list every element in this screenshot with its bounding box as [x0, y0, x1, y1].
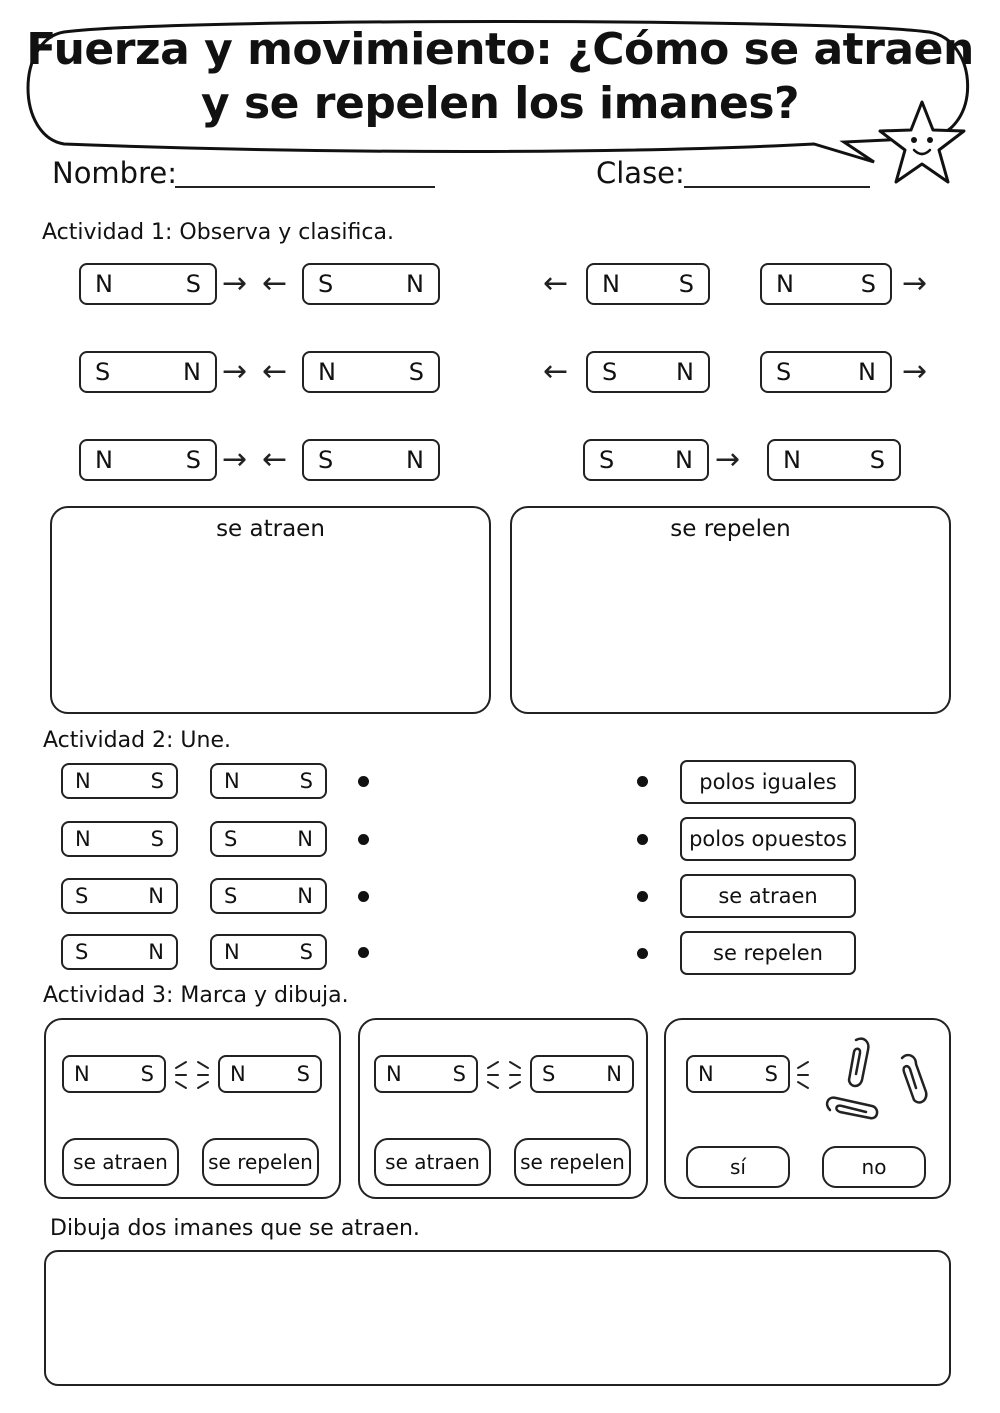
magnet — [210, 763, 327, 799]
pole-label: S — [185, 446, 201, 474]
pole-label: S — [150, 827, 164, 851]
option-se-repelen[interactable]: se repelen — [680, 931, 856, 975]
pole-label: N — [297, 884, 313, 908]
magnet — [583, 439, 709, 481]
activity-3-panel-2 — [358, 1018, 648, 1199]
magnet — [586, 351, 710, 393]
arrow-right-icon: → — [715, 442, 741, 477]
arrow-left-icon: ← — [262, 266, 288, 301]
arrow-right-icon: → — [902, 266, 928, 301]
pole-label: S — [602, 358, 618, 386]
pole-label: S — [599, 446, 615, 474]
match-dot-right[interactable] — [637, 776, 648, 787]
pole-label: S — [299, 769, 313, 793]
pole-label: N — [858, 358, 876, 386]
option-polos-iguales[interactable]: polos iguales — [680, 760, 856, 804]
pole-label: S — [224, 827, 238, 851]
panel-1-se-repelen-button[interactable]: se repelen — [202, 1138, 319, 1186]
magnet — [79, 439, 217, 481]
pole-label: S — [452, 1062, 466, 1086]
pole-label: N — [75, 827, 91, 851]
panel-2-se-repelen-button[interactable]: se repelen — [514, 1138, 631, 1186]
option-se-atraen[interactable]: se atraen — [680, 874, 856, 918]
magnet — [210, 878, 327, 914]
match-dot-left[interactable] — [358, 776, 369, 787]
option-polos-opuestos[interactable]: polos opuestos — [680, 817, 856, 861]
pole-label: N — [776, 270, 794, 298]
activity-2-heading: Actividad 2: Une. — [43, 728, 232, 753]
arrow-right-icon: → — [222, 354, 248, 389]
page-title-line-2: y se repelen los imanes? — [200, 78, 800, 129]
magnet — [767, 439, 901, 481]
pole-label: S — [869, 446, 885, 474]
magnet — [61, 934, 178, 970]
pole-label: N — [318, 358, 336, 386]
pole-label: N — [148, 884, 164, 908]
name-field[interactable] — [175, 186, 435, 188]
magnet — [62, 1055, 166, 1093]
magnet — [302, 351, 440, 393]
arrow-left-icon: ← — [262, 442, 288, 477]
pole-label: S — [224, 884, 238, 908]
activity-3-heading: Actividad 3: Marca y dibuja. — [43, 983, 349, 1008]
pole-label: N — [676, 358, 694, 386]
repel-box-title: se repelen — [670, 516, 791, 542]
match-dot-right[interactable] — [637, 891, 648, 902]
panel-3-no-button[interactable]: no — [822, 1146, 926, 1188]
field-lines-icon — [484, 1056, 526, 1094]
pole-label: N — [698, 1062, 714, 1086]
pole-label: S — [150, 769, 164, 793]
drawing-area[interactable] — [44, 1250, 951, 1386]
magnet — [302, 263, 440, 305]
pole-label: N — [148, 940, 164, 964]
pole-label: N — [386, 1062, 402, 1086]
pole-label: S — [408, 358, 424, 386]
match-dot-right[interactable] — [637, 948, 648, 959]
pole-label: N — [183, 358, 201, 386]
pole-label: N — [783, 446, 801, 474]
magnet — [530, 1055, 634, 1093]
magnet — [61, 878, 178, 914]
magnet — [760, 351, 892, 393]
pole-label: N — [297, 827, 313, 851]
arrow-right-icon: → — [222, 266, 248, 301]
pole-label: N — [230, 1062, 246, 1086]
pole-label: N — [74, 1062, 90, 1086]
match-dot-left[interactable] — [358, 891, 369, 902]
arrow-right-icon: → — [222, 442, 248, 477]
pole-label: N — [406, 446, 424, 474]
match-dot-left[interactable] — [358, 834, 369, 845]
magnet — [79, 263, 217, 305]
pole-label: N — [95, 270, 113, 298]
pole-label: S — [95, 358, 111, 386]
pole-label: S — [764, 1062, 778, 1086]
pole-label: S — [318, 446, 334, 474]
activity-3-panel-1 — [44, 1018, 341, 1199]
magnet — [61, 821, 178, 857]
match-dot-left[interactable] — [358, 947, 369, 958]
panel-3-si-button[interactable]: sí — [686, 1146, 790, 1188]
pole-label: S — [318, 270, 334, 298]
class-field[interactable] — [684, 186, 870, 188]
arrow-left-icon: ← — [262, 354, 288, 389]
magnet — [210, 934, 327, 970]
pole-label: S — [75, 884, 89, 908]
smiling-star-icon — [876, 98, 968, 190]
pole-label: S — [185, 270, 201, 298]
pole-label: N — [75, 769, 91, 793]
pole-label: S — [542, 1062, 556, 1086]
pole-label: N — [95, 446, 113, 474]
pole-label: S — [776, 358, 792, 386]
pole-label: N — [224, 940, 240, 964]
name-label: Nombre: — [52, 156, 177, 190]
magnet — [686, 1055, 790, 1093]
pole-label: N — [606, 1062, 622, 1086]
match-dot-right[interactable] — [637, 834, 648, 845]
field-lines-icon — [794, 1056, 816, 1094]
attract-box-title: se atraen — [216, 516, 325, 542]
paperclip-icon — [816, 1030, 946, 1130]
magnet — [302, 439, 440, 481]
activity-1-heading: Actividad 1: Observa y clasifica. — [42, 220, 394, 245]
pole-label: S — [296, 1062, 310, 1086]
activity-3-panel-3 — [664, 1018, 951, 1199]
arrow-right-icon: → — [902, 354, 928, 389]
pole-label: N — [602, 270, 620, 298]
magnet — [61, 763, 178, 799]
panel-2-se-atraen-button[interactable]: se atraen — [374, 1138, 491, 1186]
class-label: Clase: — [596, 156, 685, 190]
pole-label: S — [140, 1062, 154, 1086]
pole-label: S — [75, 940, 89, 964]
magnet — [218, 1055, 322, 1093]
magnet — [79, 351, 217, 393]
pole-label: N — [224, 769, 240, 793]
pole-label: S — [299, 940, 313, 964]
magnet — [374, 1055, 478, 1093]
arrow-left-icon: ← — [543, 354, 569, 389]
field-lines-icon — [172, 1056, 214, 1094]
magnet — [586, 263, 710, 305]
pole-label: N — [406, 270, 424, 298]
repel-box[interactable] — [510, 506, 951, 714]
pole-label: S — [860, 270, 876, 298]
magnet — [210, 821, 327, 857]
arrow-left-icon: ← — [543, 266, 569, 301]
pole-label: S — [678, 270, 694, 298]
panel-1-se-atraen-button[interactable]: se atraen — [62, 1138, 179, 1186]
page-title-line-1: Fuerza y movimiento: ¿Cómo se atraen — [26, 24, 974, 75]
pole-label: N — [675, 446, 693, 474]
attract-box[interactable] — [50, 506, 491, 714]
draw-prompt: Dibuja dos imanes que se atraen. — [50, 1216, 420, 1241]
magnet — [760, 263, 892, 305]
